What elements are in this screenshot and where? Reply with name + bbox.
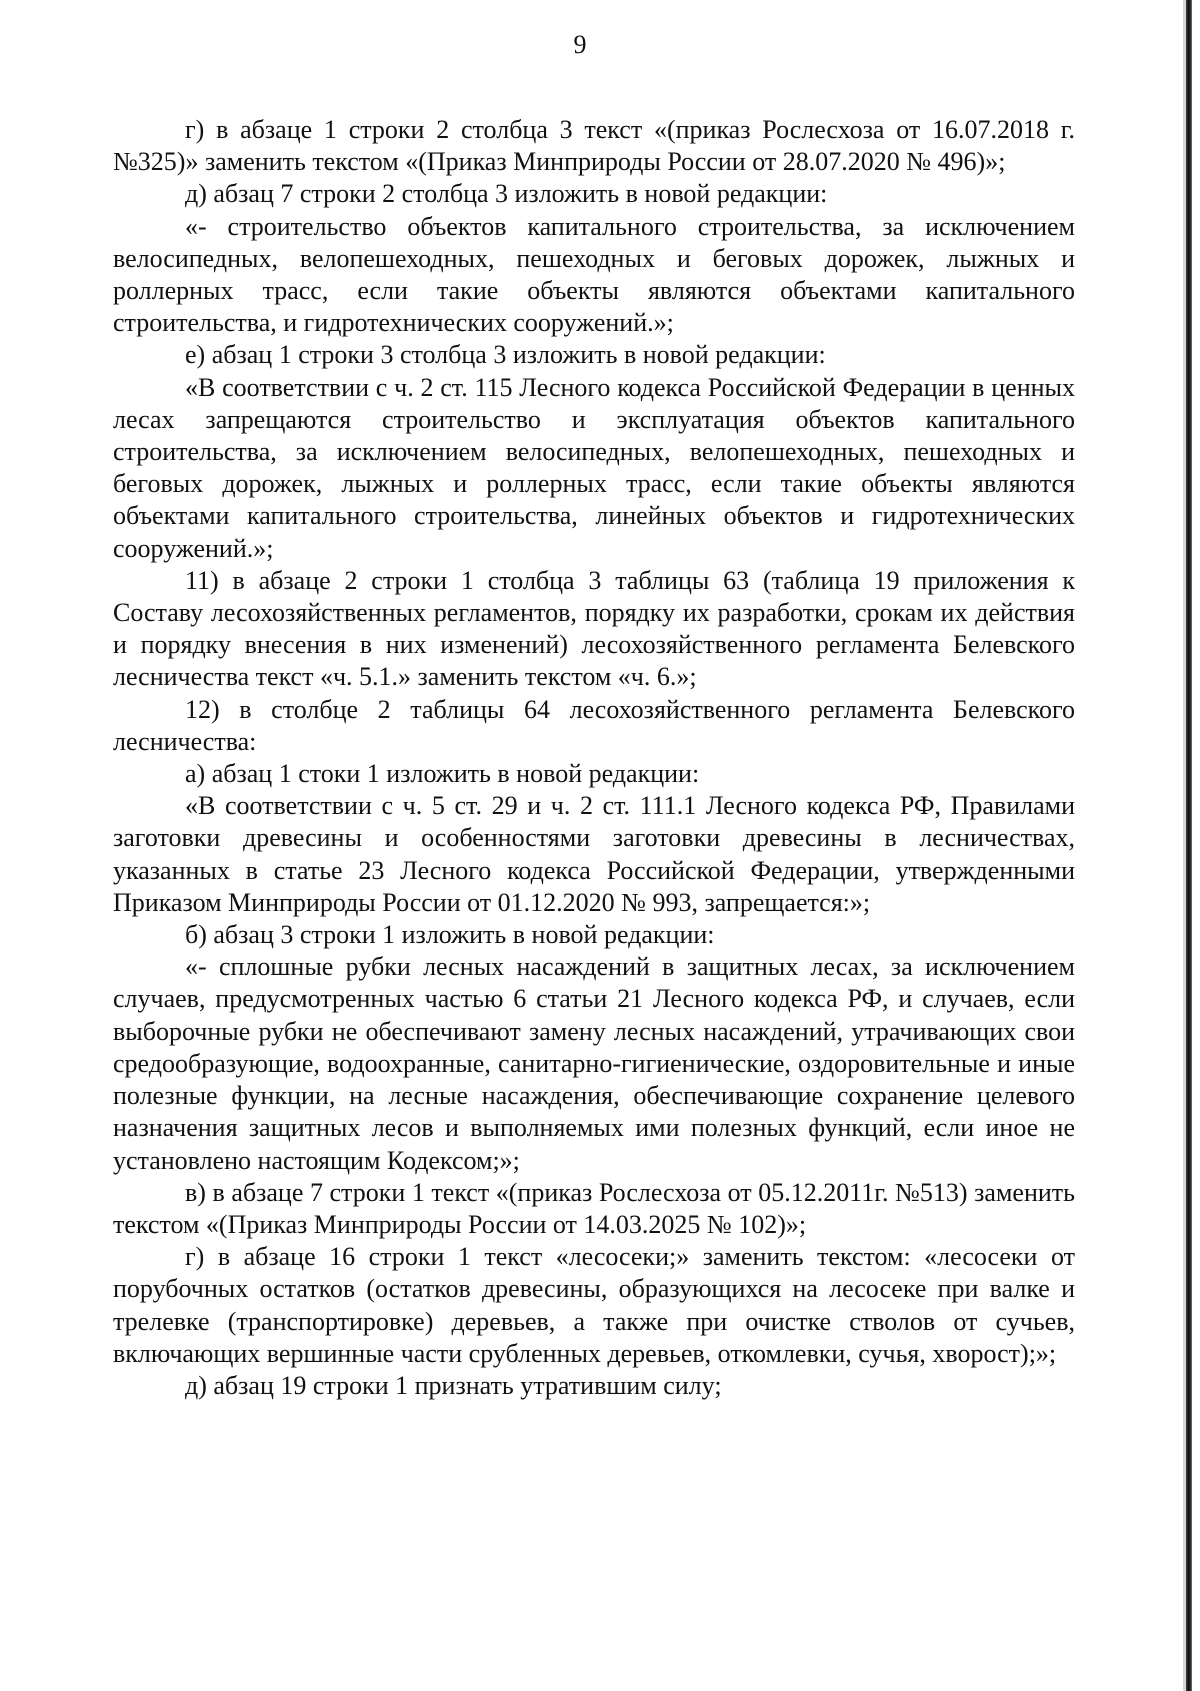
paragraph: «В соответствии с ч. 5 ст. 29 и ч. 2 ст. 111.1 Лесного кодекса РФ, Правилами заготовки древесины и особенностями заготовки древесины в лесничествах, указанных в статье 23 Лесного кодекса Российской Федерации, утвержденными Приказом Минприроды России от 01.12.2020 № 993, запрещается:»; xyxy=(113,791,1075,917)
paragraph: д) абзац 7 строки 2 столбца 3 изложить в новой редакции: xyxy=(185,179,828,209)
paragraph: г) в абзаце 16 строки 1 текст «лесосеки;» заменить текстом: «лесосеки от порубочных остатков (остатков древесины, образующихся на лесосеке при валке и трелевке (транспортировке) деревьев, а также при очистке стволов от сучьев, включающих вершинные части срубленных деревьев, откомлевки, сучья, хворост);»; xyxy=(113,1242,1075,1368)
paragraph: в) в абзаце 7 строки 1 текст «(приказ Рослесхоза от 05.12.2011г. №513) заменить текстом «(Приказ Минприроды России от 14.03.2025 № 102)»; xyxy=(113,1177,1075,1239)
paragraph: г) в абзаце 1 строки 2 столбца 3 текст «(приказ Рослесхоза от 16.07.2018 г. №325)» заменить текстом «(Приказ Минприроды России от 28.07.2020 № 496)»; xyxy=(113,115,1075,177)
page-number: 9 xyxy=(573,30,587,59)
paragraph: д) абзац 19 строки 1 признать утратившим силу; xyxy=(185,1370,722,1400)
paragraph: «- строительство объектов капитального строительства, за исключением велосипедных, велопешеходных, пешеходных и беговых дорожек, лыжных и роллерных трасс, если такие объекты являются объектами капитального строительства, и гидротехнических сооружений.»; xyxy=(113,211,1075,338)
paragraph: «В соответствии с ч. 2 ст. 115 Лесного кодекса Российской Федерации в ценных лесах запрещаются строительство и эксплуатация объектов капитального строительства, за исключением велосипедных, велопешеходных, пешеходных и беговых дорожек, лыжных и роллерных трасс, если такие объекты являются объектами капитального строительства, линейных объектов и гидротехнических сооружений.»; xyxy=(113,372,1075,563)
scan-edge-border xyxy=(1186,0,1192,1691)
document-body xyxy=(113,114,1075,1402)
paragraph: 11) в абзаце 2 строки 1 столбца 3 таблицы 63 (таблица 19 приложения к Составу лесохозяйственных регламентов, порядку их разработки, срокам их действия и порядку внесения в них изменений) лесохозяйственного регламента Белевского лесничества текст «ч. 5.1.» заменить текстом «ч. 6.»; xyxy=(113,565,1075,692)
paragraph: 12) в столбце 2 таблицы 64 лесохозяйственного регламента Белевского лесничества: xyxy=(113,694,1075,756)
paragraph: б) абзац 3 строки 1 изложить в новой редакции: xyxy=(185,920,715,950)
paragraph: а) абзац 1 стоки 1 изложить в новой редакции: xyxy=(185,759,700,789)
paragraph: е) абзац 1 строки 3 столбца 3 изложить в новой редакции: xyxy=(185,340,826,370)
paragraph: «- сплошные рубки лесных насаждений в защитных лесах, за исключением случаев, предусмотренных частью 6 статьи 21 Лесного кодекса РФ, и случаев, если выборочные рубки не обеспечивают замену лесных насаждений, утрачивающих свои средообразующие, водоохранные, санитарно-гигиенические, оздоровительные и иные полезные функции, на лесные насаждения, обеспечивающие сохранение целевого назначения защитных лесов и выполняемых ими полезных функций, если иное не установлено настоящим Кодексом;»; xyxy=(113,952,1075,1175)
